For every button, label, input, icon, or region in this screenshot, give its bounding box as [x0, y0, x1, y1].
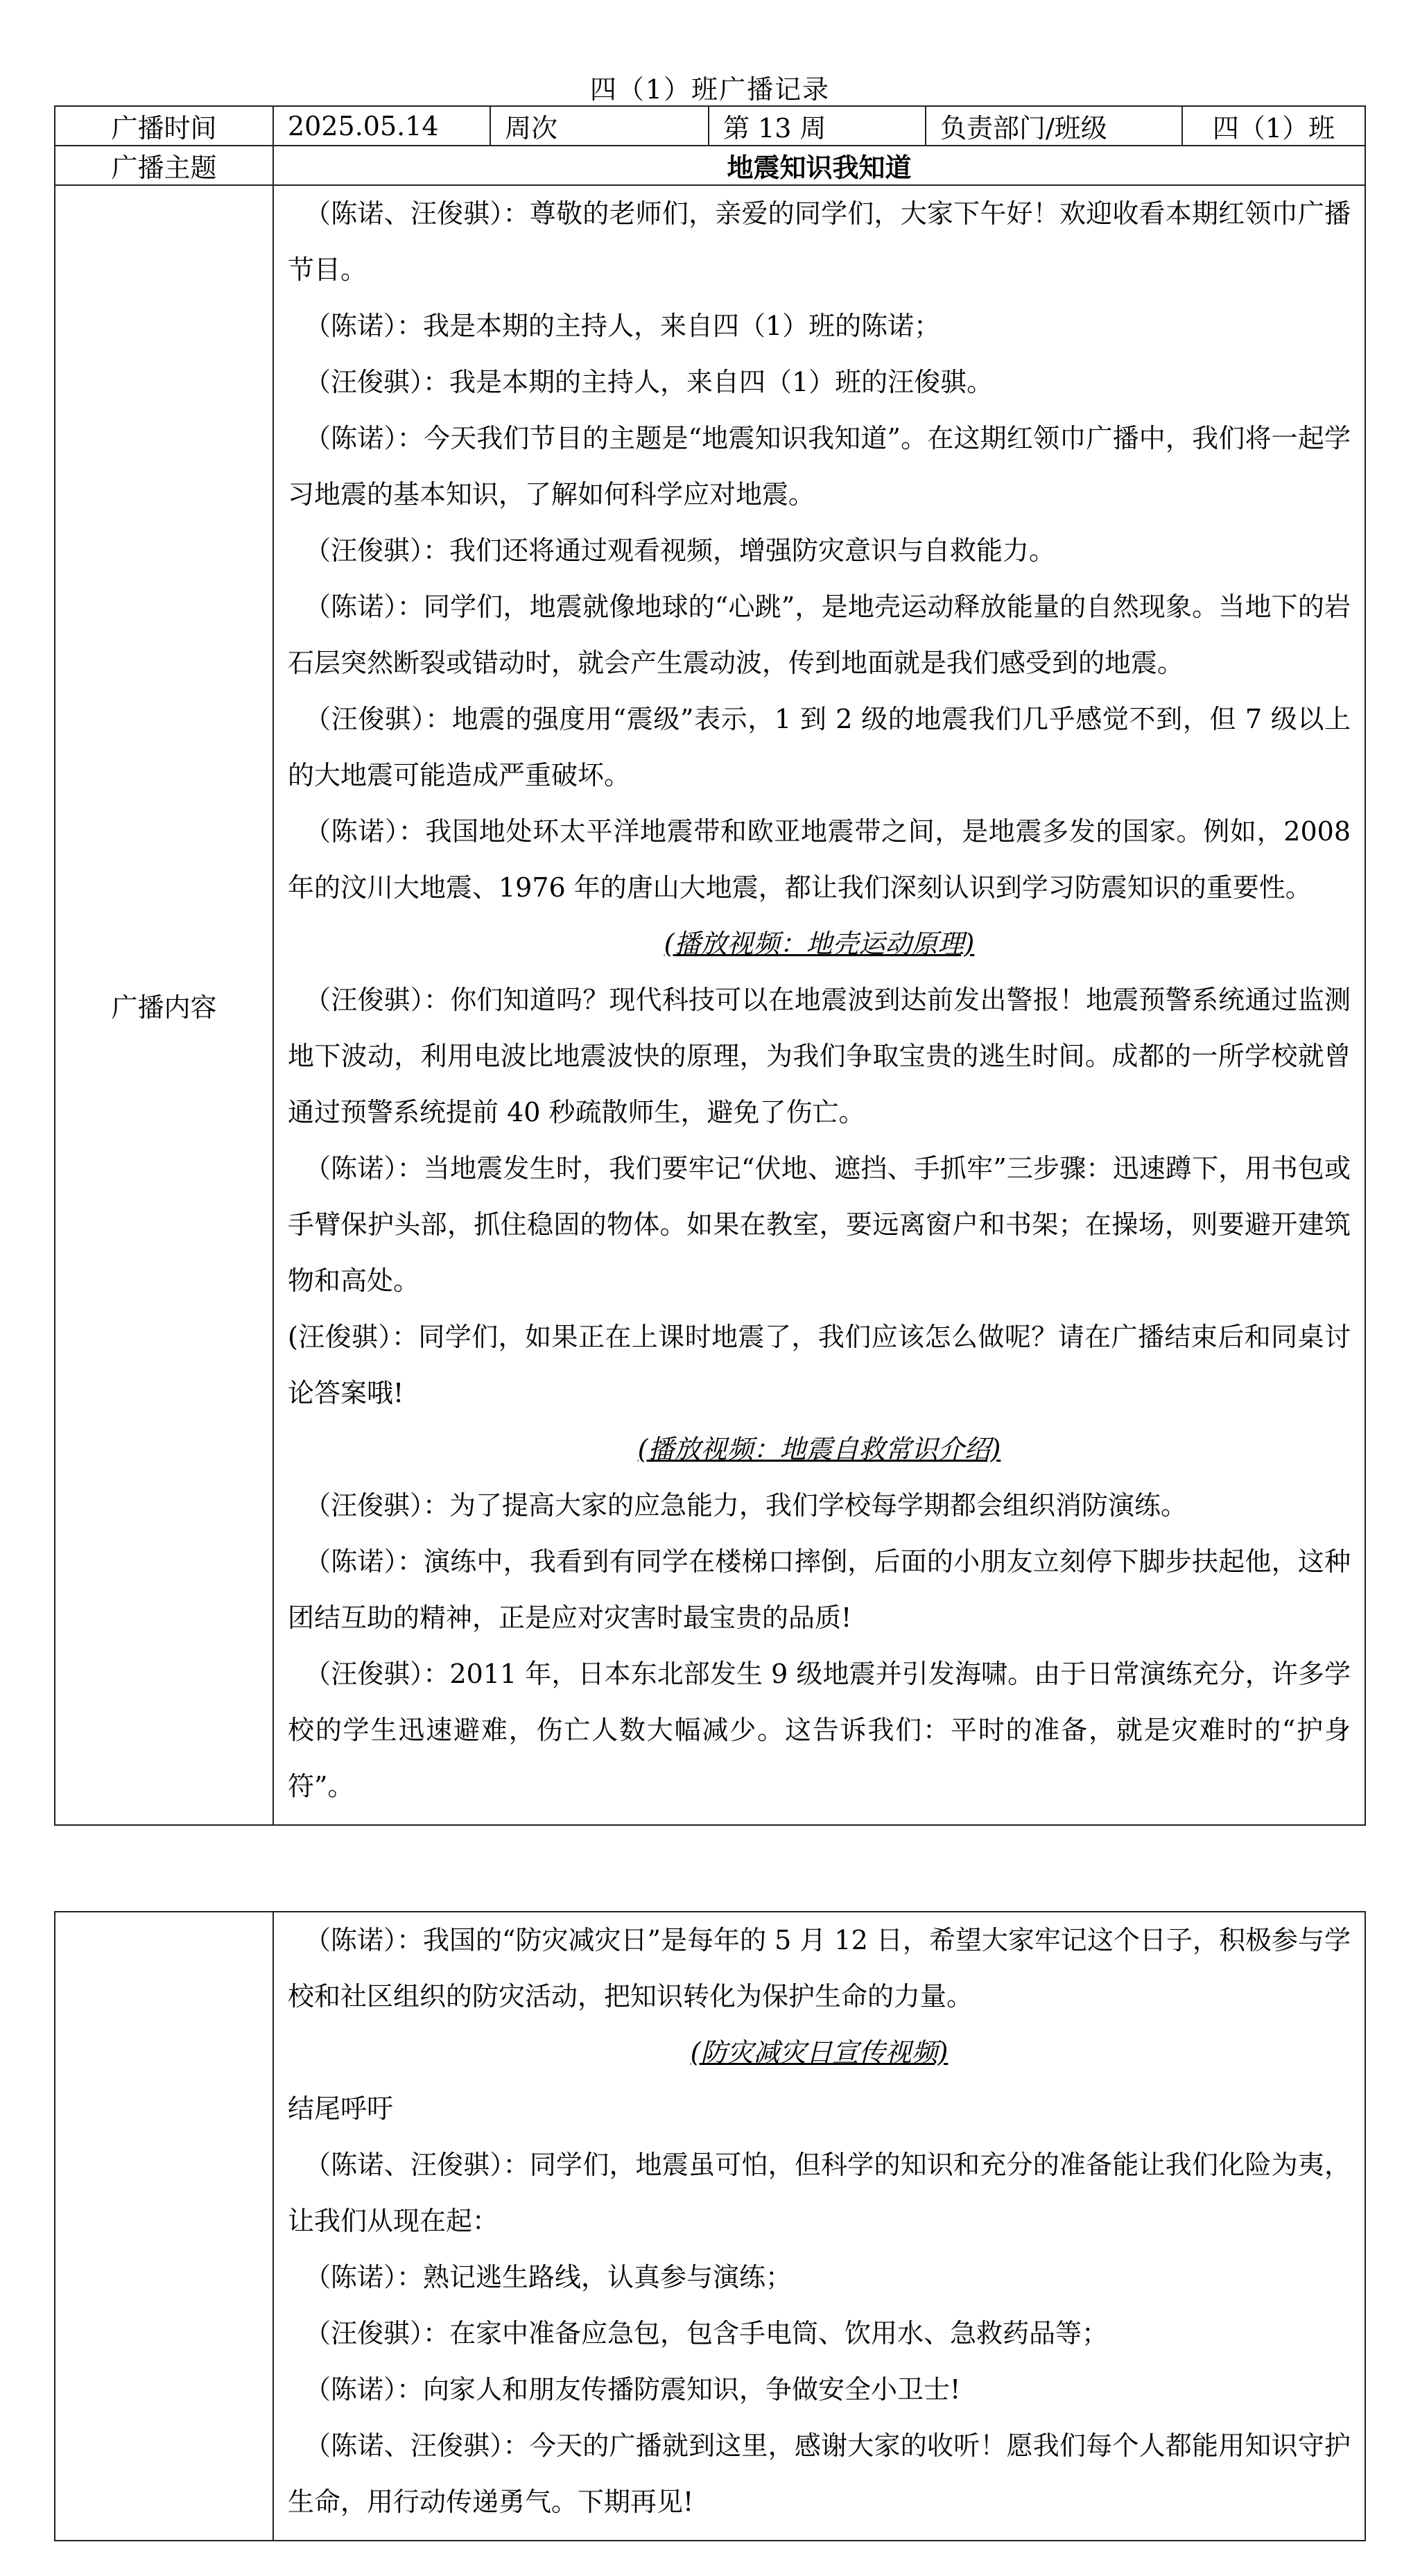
content-part-2: [273, 1912, 1365, 2541]
script-paragraph: （陈诺）：当地震发生时，我们要牢记“伏地、遮挡、手抓牢”三步骤：迅速蹲下，用书包或手臂保护头部，抓住稳固的物体。如果在教室，要远离窗户和书架；在操场，则要避开建筑物和高处。: [288, 1153, 1351, 1296]
script-paragraph: （汪俊骐）：为了提高大家的应急能力，我们学校每学期都会组织消防演练。: [304, 1490, 1188, 1521]
script-paragraph: （汪俊骐）：在家中准备应急包，包含手电筒、饮用水、急救药品等；: [304, 2318, 1109, 2349]
script-paragraph: （陈诺）：我是本期的主持人，来自四（1）班的陈诺；: [304, 311, 941, 341]
document-title: 四（1）班广播记录: [589, 74, 831, 105]
script-paragraph: 结尾呼吁: [288, 2093, 394, 2124]
content-row: [55, 185, 1365, 1825]
script-paragraph: （汪俊骐）：我们还将通过观看视频，增强防灾意识与自救能力。: [304, 535, 1056, 566]
script-paragraph: （陈诺、汪俊骐）：尊敬的老师们，亲爱的同学们，大家下午好！欢迎收看本期红领巾广播节目。: [288, 198, 1351, 285]
script-paragraph: （陈诺）：演练中，我看到有同学在楼梯口摔倒，后面的小朋友立刻停下脚步扶起他，这种团结互助的精神，正是应对灾害时最宝贵的品质!: [288, 1546, 1351, 1633]
content-row-continued: [55, 1912, 1365, 2541]
script-paragraph: （陈诺）：同学们，地震就像地球的“心跳”，是地壳运动释放能量的自然现象。当地下的岩石层突然断裂或错动时，就会产生震动波，传到地面就是我们感受到的地震。: [288, 591, 1351, 678]
week-label: 周次: [490, 106, 709, 146]
video-cue: (防灾减灾日宣传视频): [690, 2037, 949, 2068]
content-label: 广播内容: [55, 185, 273, 1825]
script-paragraph: （陈诺）：今天我们节目的主题是“地震知识我知道”。在这期红领巾广播中，我们将一起学习地震的基本知识，了解如何科学应对地震。: [288, 423, 1351, 510]
header-row: [55, 106, 1365, 146]
script-paragraph: （陈诺、汪俊骐）：同学们，地震虽可怕，但科学的知识和充分的准备能让我们化险为夷，让我们从现在起：: [288, 2150, 1351, 2236]
broadcast-record-table: [54, 105, 1366, 1826]
empty-label-cell: [55, 1912, 273, 2541]
theme-label: 广播主题: [55, 146, 273, 185]
theme-value: 地震知识我知道: [273, 146, 1365, 185]
script-paragraph: （陈诺）：我国的“防灾减灾日”是每年的 5 月 12 日，希望大家牢记这个日子，积极参与学校和社区组织的防灾活动，把知识转化为保护生命的力量。: [288, 1925, 1351, 2012]
script-paragraph: （汪俊骐）：地震的强度用“震级”表示，1 到 2 级的地震我们几乎感觉不到，但 7 级以上的大地震可能造成严重破坏。: [288, 704, 1351, 790]
script-paragraph: （陈诺）：熟记逃生路线，认真参与演练；: [304, 2262, 793, 2292]
dept-value: 四（1）班: [1182, 106, 1365, 146]
content-part-1: [273, 185, 1365, 1825]
video-cue: (播放视频：地震自救常识介绍): [637, 1434, 1001, 1464]
script-paragraph: （陈诺）：向家人和朋友传播防震知识，争做安全小卫士!: [304, 2374, 961, 2405]
theme-row: [55, 146, 1365, 185]
week-value: 第 13 周: [709, 106, 926, 146]
dept-label: 负责部门/班级: [926, 106, 1182, 146]
script-paragraph: （汪俊骐）：你们知道吗？现代科技可以在地震波到达前发出警报！地震预警系统通过监测地下波动，利用电波比地震波快的原理，为我们争取宝贵的逃生时间。成都的一所学校就曾通过预警系统提前 40 秒疏散师生，避免了伤亡。: [288, 985, 1351, 1127]
script-paragraph: （汪俊骐）：2011 年，日本东北部发生 9 级地震并引发海啸。由于日常演练充分，许多学校的学生迅速避难，伤亡人数大幅减少。这告诉我们：平时的准备，就是灾难时的“护身符”。: [288, 1659, 1351, 1801]
time-label: 广播时间: [55, 106, 273, 146]
broadcast-record-table-continued: [54, 1911, 1366, 2541]
script-paragraph: （陈诺）：我国地处环太平洋地震带和欧亚地震带之间，是地震多发的国家。例如，2008 年的汶川大地震、1976 年的唐山大地震，都让我们深刻认识到学习防震知识的重要性。: [288, 816, 1351, 903]
script-paragraph: （陈诺、汪俊骐）：今天的广播就到这里，感谢大家的收听！愿我们每个人都能用知识守护生命，用行动传递勇气。下期再见!: [288, 2430, 1351, 2517]
video-cue: (播放视频：地壳运动原理): [664, 928, 975, 959]
time-value: 2025.05.14: [273, 106, 490, 146]
script-paragraph: (汪俊骐）：同学们，如果正在上课时地震了，我们应该怎么做呢？请在广播结束后和同桌讨论答案哦!: [288, 1322, 1351, 1408]
script-paragraph: （汪俊骐）：我是本期的主持人，来自四（1）班的汪俊骐。: [304, 367, 994, 397]
